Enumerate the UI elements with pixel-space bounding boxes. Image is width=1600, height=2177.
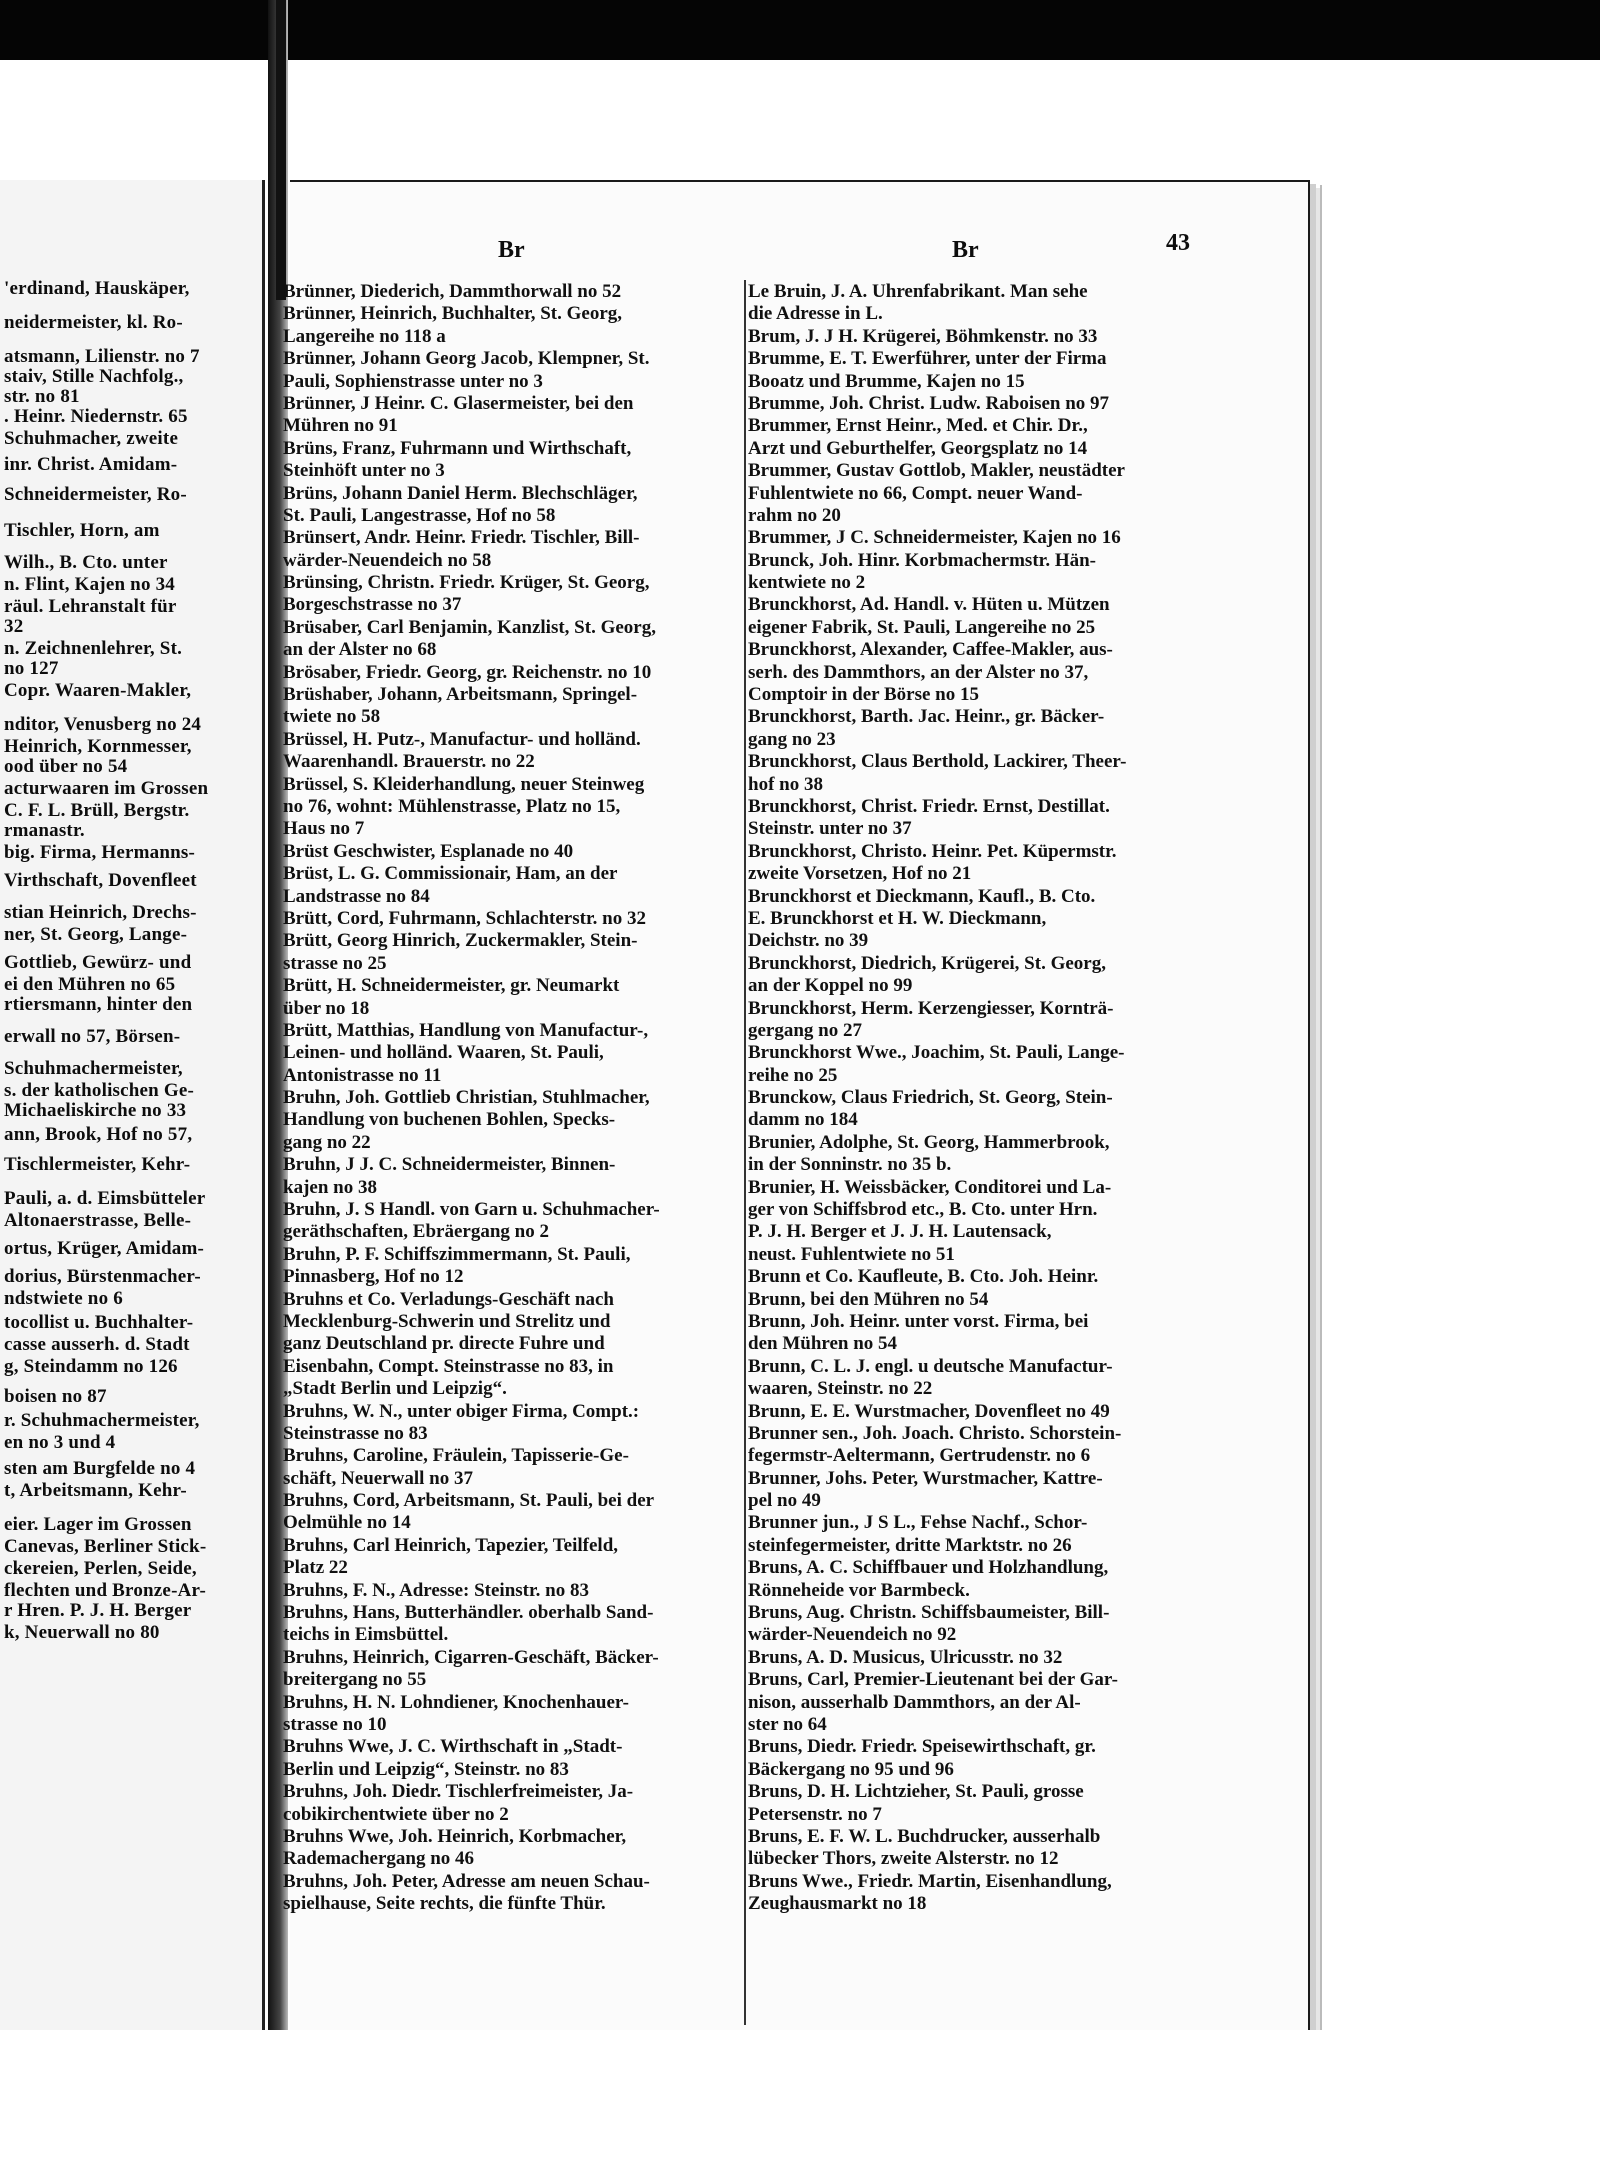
left-page-line: neidermeister, kl. Ro- (4, 312, 183, 333)
left-page-line: 'erdinand, Hauskäper, (4, 278, 190, 299)
left-page-line: Altonaerstrasse, Belle- (4, 1210, 192, 1231)
directory-entry-line: Brunckhorst, Alexander, Caffee-Makler, aus- (748, 639, 1113, 661)
directory-entry-line: Bruns, Diedr. Friedr. Speisewirthschaft, gr. (748, 1736, 1096, 1758)
directory-entry-line: ster no 64 (748, 1714, 827, 1735)
directory-entry-line: Brütt, H. Schneidermeister, gr. Neumarkt (283, 975, 620, 997)
left-page-line: s. der katholischen Ge- (4, 1080, 195, 1101)
directory-entry-line: Landstrasse no 84 (283, 885, 430, 907)
left-page-line: Tischler, Horn, am (4, 520, 160, 541)
directory-entry-line: steinfegermeister, dritte Marktstr. no 26 (748, 1534, 1072, 1556)
directory-entry-line: Bruhn, J J. C. Schneidermeister, Binnen- (283, 1154, 616, 1176)
directory-entry-line: Brumme, E. T. Ewerführer, unter der Firma (748, 348, 1107, 370)
left-page-line: k, Neuerwall no 80 (4, 1622, 160, 1643)
directory-entry-line: Brunckhorst, Ad. Handl. v. Hüten u. Mützen (748, 594, 1110, 616)
spine-clip (276, 0, 286, 300)
left-page-line: g, Steindamm no 126 (4, 1356, 178, 1377)
directory-entry-line: Mecklenburg-Schwerin und Strelitz und (283, 1310, 611, 1332)
directory-entry-line: Brunner, Johs. Peter, Wurstmacher, Kattre- (748, 1467, 1103, 1489)
left-page-line: eier. Lager im Grossen (4, 1514, 192, 1535)
directory-entry-line: teichs in Eimsbüttel. (283, 1624, 449, 1646)
directory-entry-line: Rademachergang no 46 (283, 1848, 475, 1870)
left-page-line: ortus, Krüger, Amidam- (4, 1238, 205, 1259)
left-page-line: dorius, Bürstenmacher- (4, 1266, 201, 1287)
directory-entry-line: Steinhöft unter no 3 (283, 460, 445, 482)
directory-entry-line: Brunckhorst, Diedrich, Krügerei, St. Georg, (748, 952, 1106, 974)
left-page-line: . Heinr. Niedernstr. 65 (4, 406, 188, 427)
left-page-line: boisen no 87 (4, 1386, 107, 1407)
page-number: 43 (1166, 230, 1190, 256)
directory-entry-line: Brösaber, Friedr. Georg, gr. Reichenstr. no 10 (283, 661, 652, 683)
left-page-line: acturwaaren im Grossen (4, 778, 209, 799)
directory-entry-line: Antonistrasse no 11 (283, 1064, 442, 1086)
directory-entry-line: Bruns, Aug. Christn. Schiffsbaumeister, Bill- (748, 1602, 1110, 1624)
directory-entry-line: fegermstr-Aeltermann, Gertrudenstr. no 6 (748, 1445, 1091, 1467)
left-page-line: big. Firma, Hermanns- (4, 842, 196, 863)
left-page (0, 180, 265, 2030)
directory-entry-line: Berlin und Leipzig“, Steinstr. no 83 (283, 1758, 569, 1780)
directory-entry-line: hof no 38 (748, 773, 823, 795)
directory-entry-line: ger von Schiffsbrod etc., B. Cto. unter Hrn. (748, 1199, 1098, 1221)
left-page-line: Schuhmacher, zweite (4, 428, 179, 449)
directory-entry-line: nison, ausserhalb Dammthors, an der Al- (748, 1691, 1081, 1713)
directory-entry-line: Brunn, C. L. J. engl. u deutsche Manufactur- (748, 1355, 1113, 1377)
directory-entry-line: Brunckhorst, Christo. Heinr. Pet. Küpermstr. (748, 840, 1117, 862)
directory-entry-line: Bruns, Carl, Premier-Lieutenant bei der Gar- (748, 1669, 1118, 1691)
directory-entry-line: Brum, J. J H. Krügerei, Böhmkenstr. no 33 (748, 325, 1098, 347)
left-page-line: atsmann, Lilienstr. no 7 (4, 346, 200, 367)
directory-entry-line: Brumme, Joh. Christ. Ludw. Raboisen no 97 (748, 392, 1110, 414)
directory-entry-line: Deichstr. no 39 (748, 930, 869, 952)
directory-entry-line: Brüssel, S. Kleiderhandlung, neuer Steinweg (283, 773, 645, 795)
left-page-line: nditor, Venusberg no 24 (4, 714, 202, 735)
directory-entry-line: Brummer, Ernst Heinr., Med. et Chir. Dr., (748, 415, 1088, 437)
directory-entry-line: Bruhns, F. N., Adresse: Steinstr. no 83 (283, 1579, 589, 1601)
page-edges (1310, 185, 1322, 2030)
directory-entry-line: Bruns, A. D. Musicus, Ulricusstr. no 32 (748, 1646, 1063, 1668)
directory-entry-line: strasse no 25 (283, 952, 387, 974)
left-page-line: stian Heinrich, Drechs- (4, 902, 197, 923)
directory-entry-line: wärder-Neuendeich no 92 (748, 1624, 957, 1646)
directory-entry-line: Brunckhorst, Claus Berthold, Lackirer, Theer- (748, 751, 1127, 773)
left-page-line: r. Schuhmachermeister, (4, 1410, 200, 1431)
directory-entry-line: Brüst Geschwister, Esplanade no 40 (283, 840, 574, 862)
directory-entry-line: spielhause, Seite rechts, die fünfte Thür. (283, 1893, 606, 1915)
left-page-line: Gottlieb, Gewürz- und (4, 952, 192, 973)
left-page-line: ndstwiete no 6 (4, 1288, 123, 1309)
left-page-line: tocollist u. Buchhalter- (4, 1312, 194, 1333)
directory-entry-line: Brünner, J Heinr. C. Glasermeister, bei den (283, 392, 634, 414)
left-page-line: t, Arbeitsmann, Kehr- (4, 1480, 187, 1501)
directory-entry-line: Brünner, Diederich, Dammthorwall no 52 (283, 281, 622, 302)
directory-entry-line: rahm no 20 (748, 504, 841, 526)
directory-entry-line: an der Alster no 68 (283, 639, 437, 661)
directory-entry-line: Brünsing, Christn. Friedr. Krüger, St. Georg, (283, 572, 650, 594)
left-page-line: rmanastr. (4, 820, 85, 841)
directory-entry-line: Brunier, H. Weissbäcker, Conditorei und La- (748, 1176, 1112, 1198)
directory-entry-line: ganz Deutschland pr. directe Fuhre und (283, 1333, 605, 1355)
left-page-line: Copr. Waaren-Makler, (4, 680, 192, 701)
directory-entry-line: Bruhns, H. N. Lohndiener, Knochenhauer- (283, 1691, 629, 1713)
directory-entry-line: Brunckhorst, Christ. Friedr. Ernst, Destillat. (748, 795, 1110, 817)
left-page-line: räul. Lehranstalt für (4, 596, 177, 617)
directory-entry-line: Brunckow, Claus Friedrich, St. Georg, Stein- (748, 1087, 1113, 1109)
directory-entry-line: Brunckhorst, Herm. Kerzengiesser, Kornträ- (748, 997, 1114, 1019)
directory-entry-line: strasse no 10 (283, 1714, 387, 1735)
directory-entry-line: gergang no 27 (748, 1019, 862, 1041)
directory-entry-line: Handlung von buchenen Bohlen, Specks- (283, 1109, 616, 1131)
directory-entry-line: Bruhns, Carl Heinrich, Tapezier, Teilfeld, (283, 1534, 619, 1556)
directory-entry-line: Bruhns, Joh. Diedr. Tischlerfreimeister, Ja- (283, 1781, 634, 1803)
left-page-line: Canevas, Berliner Stick- (4, 1536, 207, 1557)
directory-entry-line: Bruhns, W. N., unter obiger Firma, Compt.: (283, 1400, 640, 1422)
directory-entry-line: serh. des Dammthors, an der Alster no 37, (748, 661, 1089, 683)
directory-entry-line: Brunck, Joh. Hinr. Korbmachermstr. Hän- (748, 549, 1097, 571)
directory-entry-line: in der Sonninstr. no 35 b. (748, 1154, 952, 1176)
directory-entry-line: Le Bruin, J. A. Uhrenfabrikant. Man sehe (748, 281, 1088, 302)
directory-entry-line: Brünner, Heinrich, Buchhalter, St. Georg, (283, 303, 623, 325)
directory-entry-line: Bruhns, Joh. Peter, Adresse am neuen Schau- (283, 1870, 650, 1892)
left-page-line: ei den Mühren no 65 (4, 974, 176, 995)
left-page-line: r Hren. P. J. H. Berger (4, 1600, 192, 1621)
left-page-line: no 127 (4, 658, 59, 679)
directory-entry-line: Brummer, J C. Schneidermeister, Kajen no 16 (748, 527, 1121, 549)
left-page-line: str. no 81 (4, 386, 80, 407)
directory-entry-line: Bruns, A. C. Schiffbauer und Holzhandlung, (748, 1557, 1109, 1579)
directory-entry-line: Brunckhorst et Dieckmann, Kaufl., B. Cto. (748, 885, 1096, 907)
directory-entry-line: P. J. H. Berger et J. J. H. Lautensack, (748, 1221, 1052, 1243)
directory-entry-line: Bruhns Wwe, J. C. Wirthschaft in „Stadt- (283, 1736, 623, 1758)
directory-entry-line: Petersenstr. no 7 (748, 1803, 882, 1825)
directory-entry-line: Brünsert, Andr. Heinr. Friedr. Tischler, Bill- (283, 527, 640, 549)
left-page-line: erwall no 57, Börsen- (4, 1026, 181, 1047)
left-page-line: staiv, Stille Nachfolg., (4, 366, 184, 387)
left-page-line: flechten und Bronze-Ar- (4, 1580, 206, 1601)
directory-entry-line: die Adresse in L. (748, 303, 883, 325)
directory-entry-line: Bruhns, Cord, Arbeitsmann, St. Pauli, bei der (283, 1490, 655, 1512)
directory-entry-line: den Mühren no 54 (748, 1333, 898, 1355)
directory-entry-line: waaren, Steinstr. no 22 (748, 1378, 933, 1400)
directory-entry-line: Brüssel, H. Putz-, Manufactur- und holländ. (283, 728, 641, 750)
directory-entry-line: twiete no 58 (283, 706, 381, 728)
directory-entry-line: gang no 23 (748, 728, 836, 750)
directory-entry-line: lübecker Thors, zweite Alsterstr. no 12 (748, 1848, 1059, 1870)
directory-entry-line: Bruhns et Co. Verladungs-Geschäft nach (283, 1288, 614, 1310)
directory-entry-line: Brunn, E. E. Wurstmacher, Dovenfleet no 49 (748, 1400, 1110, 1422)
left-page-line: n. Zeichnenlehrer, St. (4, 638, 183, 659)
directory-entry-line: Brunckhorst, Barth. Jac. Heinr., gr. Bäcker- (748, 706, 1105, 728)
left-page-line: ckereien, Perlen, Seide, (4, 1558, 197, 1579)
directory-entry-line: neust. Fuhlentwiete no 51 (748, 1243, 955, 1265)
running-head-left: Br (498, 237, 525, 263)
directory-entry-line: schäft, Neuerwall no 37 (283, 1467, 473, 1489)
directory-entry-line: Eisenbahn, Compt. Steinstrasse no 83, in (283, 1355, 614, 1377)
directory-entry-line: reihe no 25 (748, 1064, 838, 1086)
directory-entry-line: Fuhlentwiete no 66, Compt. neuer Wand- (748, 482, 1083, 504)
directory-entry-line: Pauli, Sophienstrasse unter no 3 (283, 370, 543, 392)
left-page-line: Wilh., B. Cto. unter (4, 552, 168, 573)
directory-entry-line: Brunn, Joh. Heinr. unter vorst. Firma, bei (748, 1310, 1089, 1332)
directory-entry-line: Brütt, Cord, Fuhrmann, Schlachterstr. no 32 (283, 907, 646, 929)
directory-entry-line: gang no 22 (283, 1131, 371, 1153)
directory-entry-line: Brummer, Gustav Gottlob, Makler, neustädter (748, 460, 1125, 482)
directory-entry-line: Haus no 7 (283, 818, 365, 840)
directory-entry-line: E. Brunckhorst et H. W. Dieckmann, (748, 907, 1047, 929)
directory-entry-line: Bruhn, Joh. Gottlieb Christian, Stuhlmacher, (283, 1087, 650, 1109)
directory-entry-line: Brütt, Georg Hinrich, Zuckermakler, Stein- (283, 930, 638, 952)
directory-entry-line: Brunner sen., Joh. Joach. Christo. Schorstein- (748, 1422, 1122, 1444)
directory-entry-line: damm no 184 (748, 1109, 858, 1131)
scan-margin (0, 2030, 1600, 2177)
directory-entry-line: kentwiete no 2 (748, 572, 866, 594)
left-page-line: n. Flint, Kajen no 34 (4, 574, 175, 595)
directory-entry-line: an der Koppel no 99 (748, 975, 913, 997)
directory-entry-line: wärder-Neuendeich no 58 (283, 549, 492, 571)
left-page-line: ner, St. Georg, Lange- (4, 924, 188, 945)
left-page-line: 32 (4, 616, 24, 637)
directory-entry-line: Bruhn, P. F. Schiffszimmermann, St. Pauli, (283, 1243, 631, 1265)
left-page-line: Virthschaft, Dovenfleet (4, 870, 197, 891)
directory-entry-line: no 76, wohnt: Mühlenstrasse, Platz no 15, (283, 795, 621, 817)
directory-entry-line: breitergang no 55 (283, 1669, 427, 1691)
directory-entry-line: Brüns, Johann Daniel Herm. Blechschläger, (283, 482, 638, 504)
left-page-line: Pauli, a. d. Eimsbütteler (4, 1188, 206, 1209)
directory-entry-line: Borgeschstrasse no 37 (283, 594, 462, 616)
column-divider (744, 280, 746, 2025)
left-page-line: Heinrich, Kornmesser, (4, 736, 192, 757)
running-head-right: Br (952, 237, 979, 263)
directory-column-left (283, 281, 743, 1916)
directory-entry-line: Bruhns, Hans, Butterhändler. oberhalb Sand- (283, 1602, 654, 1624)
directory-entry-line: Booatz und Brumme, Kajen no 15 (748, 370, 1025, 392)
directory-entry-line: Bruhns, Heinrich, Cigarren-Geschäft, Bäcker- (283, 1646, 659, 1668)
directory-entry-line: Langereihe no 118 a (283, 325, 446, 347)
directory-entry-line: über no 18 (283, 997, 370, 1019)
directory-entry-line: Steinstrasse no 83 (283, 1422, 428, 1444)
directory-entry-line: Bruns Wwe., Friedr. Martin, Eisenhandlung, (748, 1870, 1112, 1892)
directory-entry-line: Bruhn, J. S Handl. von Garn u. Schuhmacher- (283, 1199, 660, 1221)
directory-entry-line: Brütt, Matthias, Handlung von Manufactur-, (283, 1019, 649, 1041)
directory-entry-line: Bruns, E. F. W. L. Buchdrucker, ausserhalb (748, 1825, 1101, 1847)
directory-entry-line: geräthschaften, Ebräergang no 2 (283, 1221, 549, 1243)
directory-entry-line: Bäckergang no 95 und 96 (748, 1758, 954, 1780)
left-page-line: casse ausserh. d. Stadt (4, 1334, 190, 1355)
left-page-line: inr. Christ. Amidam- (4, 454, 178, 475)
left-page-line: Tischlermeister, Kehr- (4, 1154, 191, 1175)
directory-entry-line: cobikirchentwiete über no 2 (283, 1803, 509, 1825)
directory-column-right (748, 281, 1226, 1916)
directory-entry-line: Bruhns Wwe, Joh. Heinrich, Korbmacher, (283, 1825, 627, 1847)
directory-entry-line: St. Pauli, Langestrasse, Hof no 58 (283, 504, 556, 526)
left-page-line: Schuhmachermeister, (4, 1058, 183, 1079)
directory-entry-line: Rönneheide vor Barmbeck. (748, 1579, 970, 1601)
directory-entry-line: eigener Fabrik, St. Pauli, Langereihe no 25 (748, 616, 1096, 638)
directory-entry-line: Brunner jun., J S L., Fehse Nachf., Schor- (748, 1512, 1088, 1534)
directory-entry-line: Steinstr. unter no 37 (748, 818, 912, 840)
directory-entry-line: Brunn, bei den Mühren no 54 (748, 1288, 989, 1310)
directory-entry-line: kajen no 38 (283, 1176, 377, 1198)
directory-entry-line: Leinen- und holländ. Waaren, St. Pauli, (283, 1042, 604, 1064)
directory-entry-line: Comptoir in der Börse no 15 (748, 684, 979, 706)
directory-entry-line: Arzt und Geburthelfer, Georgsplatz no 14 (748, 437, 1088, 459)
directory-entry-line: Pinnasberg, Hof no 12 (283, 1266, 464, 1288)
left-page-line: C. F. L. Brüll, Bergstr. (4, 800, 190, 821)
left-page-line: ann, Brook, Hof no 57, (4, 1124, 193, 1145)
directory-entry-line: Waarenhandl. Brauerstr. no 22 (283, 751, 535, 773)
directory-entry-line: Oelmühle no 14 (283, 1512, 411, 1534)
directory-entry-line: Brunn et Co. Kaufleute, B. Cto. Joh. Heinr. (748, 1266, 1099, 1288)
left-page-line: Schneidermeister, Ro- (4, 484, 187, 505)
left-page-line: rtiersmann, hinter den (4, 994, 193, 1015)
scan-top-band (0, 0, 1600, 60)
directory-entry-line: Brunier, Adolphe, St. Georg, Hammerbrook, (748, 1131, 1110, 1153)
directory-entry-line: pel no 49 (748, 1490, 821, 1512)
directory-entry-line: Bruns, D. H. Lichtzieher, St. Pauli, grosse (748, 1781, 1084, 1803)
directory-entry-line: Zeughausmarkt no 18 (748, 1893, 927, 1915)
directory-entry-line: zweite Vorsetzen, Hof no 21 (748, 863, 972, 885)
directory-entry-line: Brüsaber, Carl Benjamin, Kanzlist, St. Georg, (283, 616, 656, 638)
directory-entry-line: Brüst, L. G. Commissionair, Ham, an der (283, 863, 618, 885)
left-page-line: en no 3 und 4 (4, 1432, 116, 1453)
left-page-line: ood über no 54 (4, 756, 128, 777)
directory-entry-line: Brunckhorst Wwe., Joachim, St. Pauli, Lange- (748, 1042, 1125, 1064)
directory-entry-line: Platz 22 (283, 1557, 348, 1579)
directory-entry-line: Mühren no 91 (283, 415, 398, 437)
directory-entry-line: „Stadt Berlin und Leipzig“. (283, 1378, 507, 1400)
directory-entry-line: Bruhns, Caroline, Fräulein, Tapisserie-Ge- (283, 1445, 629, 1467)
left-page-line: sten am Burgfelde no 4 (4, 1458, 196, 1479)
directory-entry-line: Brünner, Johann Georg Jacob, Klempner, St. (283, 348, 650, 370)
left-page-line: Michaeliskirche no 33 (4, 1100, 187, 1121)
directory-entry-line: Brüns, Franz, Fuhrmann und Wirthschaft, (283, 437, 632, 459)
directory-entry-line: Brüshaber, Johann, Arbeitsmann, Springel- (283, 684, 638, 706)
